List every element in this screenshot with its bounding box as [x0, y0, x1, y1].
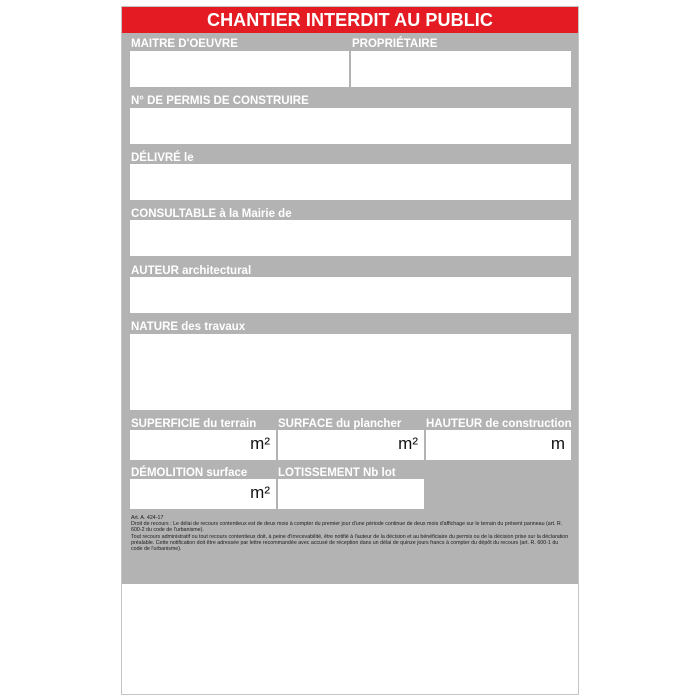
maitre-oeuvre-field[interactable] — [130, 51, 349, 87]
superficie-unit: m² — [250, 434, 270, 453]
surface-unit: m² — [398, 434, 418, 453]
auteur-label: AUTEUR architectural — [131, 265, 252, 277]
sign-title: CHANTIER INTERDIT AU PUBLIC — [122, 7, 578, 33]
delivre-label: DÉLIVRÉ le — [131, 152, 194, 164]
proprietaire-label: PROPRIÉTAIRE — [352, 38, 438, 50]
surface-field[interactable] — [278, 430, 424, 460]
demolition-unit: m² — [250, 483, 270, 502]
maitre-oeuvre-label: MAITRE D'OEUVRE — [131, 38, 238, 50]
demolition-label: DÉMOLITION surface — [131, 467, 248, 479]
construction-sign — [121, 6, 579, 695]
form-area — [122, 7, 578, 584]
auteur-field[interactable] — [130, 277, 571, 313]
consultable-field[interactable] — [130, 220, 571, 256]
delivre-field[interactable] — [130, 164, 571, 200]
hauteur-label: HAUTEUR de construction — [426, 418, 572, 430]
legal-notification: Tout recours administratif ou tout recours contentieux doit, à peine d'irrecevabilité, être notifié à l'auteur de la décision et au bénéficiaire du permis ou de la décision prise sur la déclaration préalable. Cette notification doit être adressée par lettre recommandée avec accusé de réception dans un délai de quinze jours francs à compter du dépôt du recours (art. R. 600-1 du code de l'urbanisme). — [131, 533, 569, 553]
hauteur-unit: m — [550, 434, 565, 453]
hauteur-field[interactable] — [426, 430, 571, 460]
legal-recours: Droit de recours : Le délai de recours contentieux est de deux mois à compter du premier jour d'une période continue de deux mois d'affichage sur le terrain du présent panneau (art. R. 600-2 du code de l'urbanisme). — [131, 521, 563, 534]
surface-label: SURFACE du plancher — [278, 418, 402, 430]
permis-field[interactable] — [130, 108, 571, 144]
consultable-label: CONSULTABLE à la Mairie de — [131, 208, 292, 220]
superficie-label: SUPERFICIE du terrain — [131, 418, 257, 430]
legal-reference: Art. A. 424-17 — [131, 515, 164, 521]
nature-label: NATURE des travaux — [131, 321, 246, 333]
superficie-field[interactable] — [130, 430, 276, 460]
permis-label: N° DE PERMIS DE CONSTRUIRE — [131, 95, 309, 107]
lotissement-field[interactable] — [278, 479, 424, 509]
demolition-field[interactable] — [130, 479, 276, 509]
proprietaire-field[interactable] — [351, 51, 571, 87]
legal-notice — [131, 515, 571, 552]
nature-field[interactable] — [130, 334, 571, 410]
lotissement-label: LOTISSEMENT Nb lot — [278, 467, 396, 479]
